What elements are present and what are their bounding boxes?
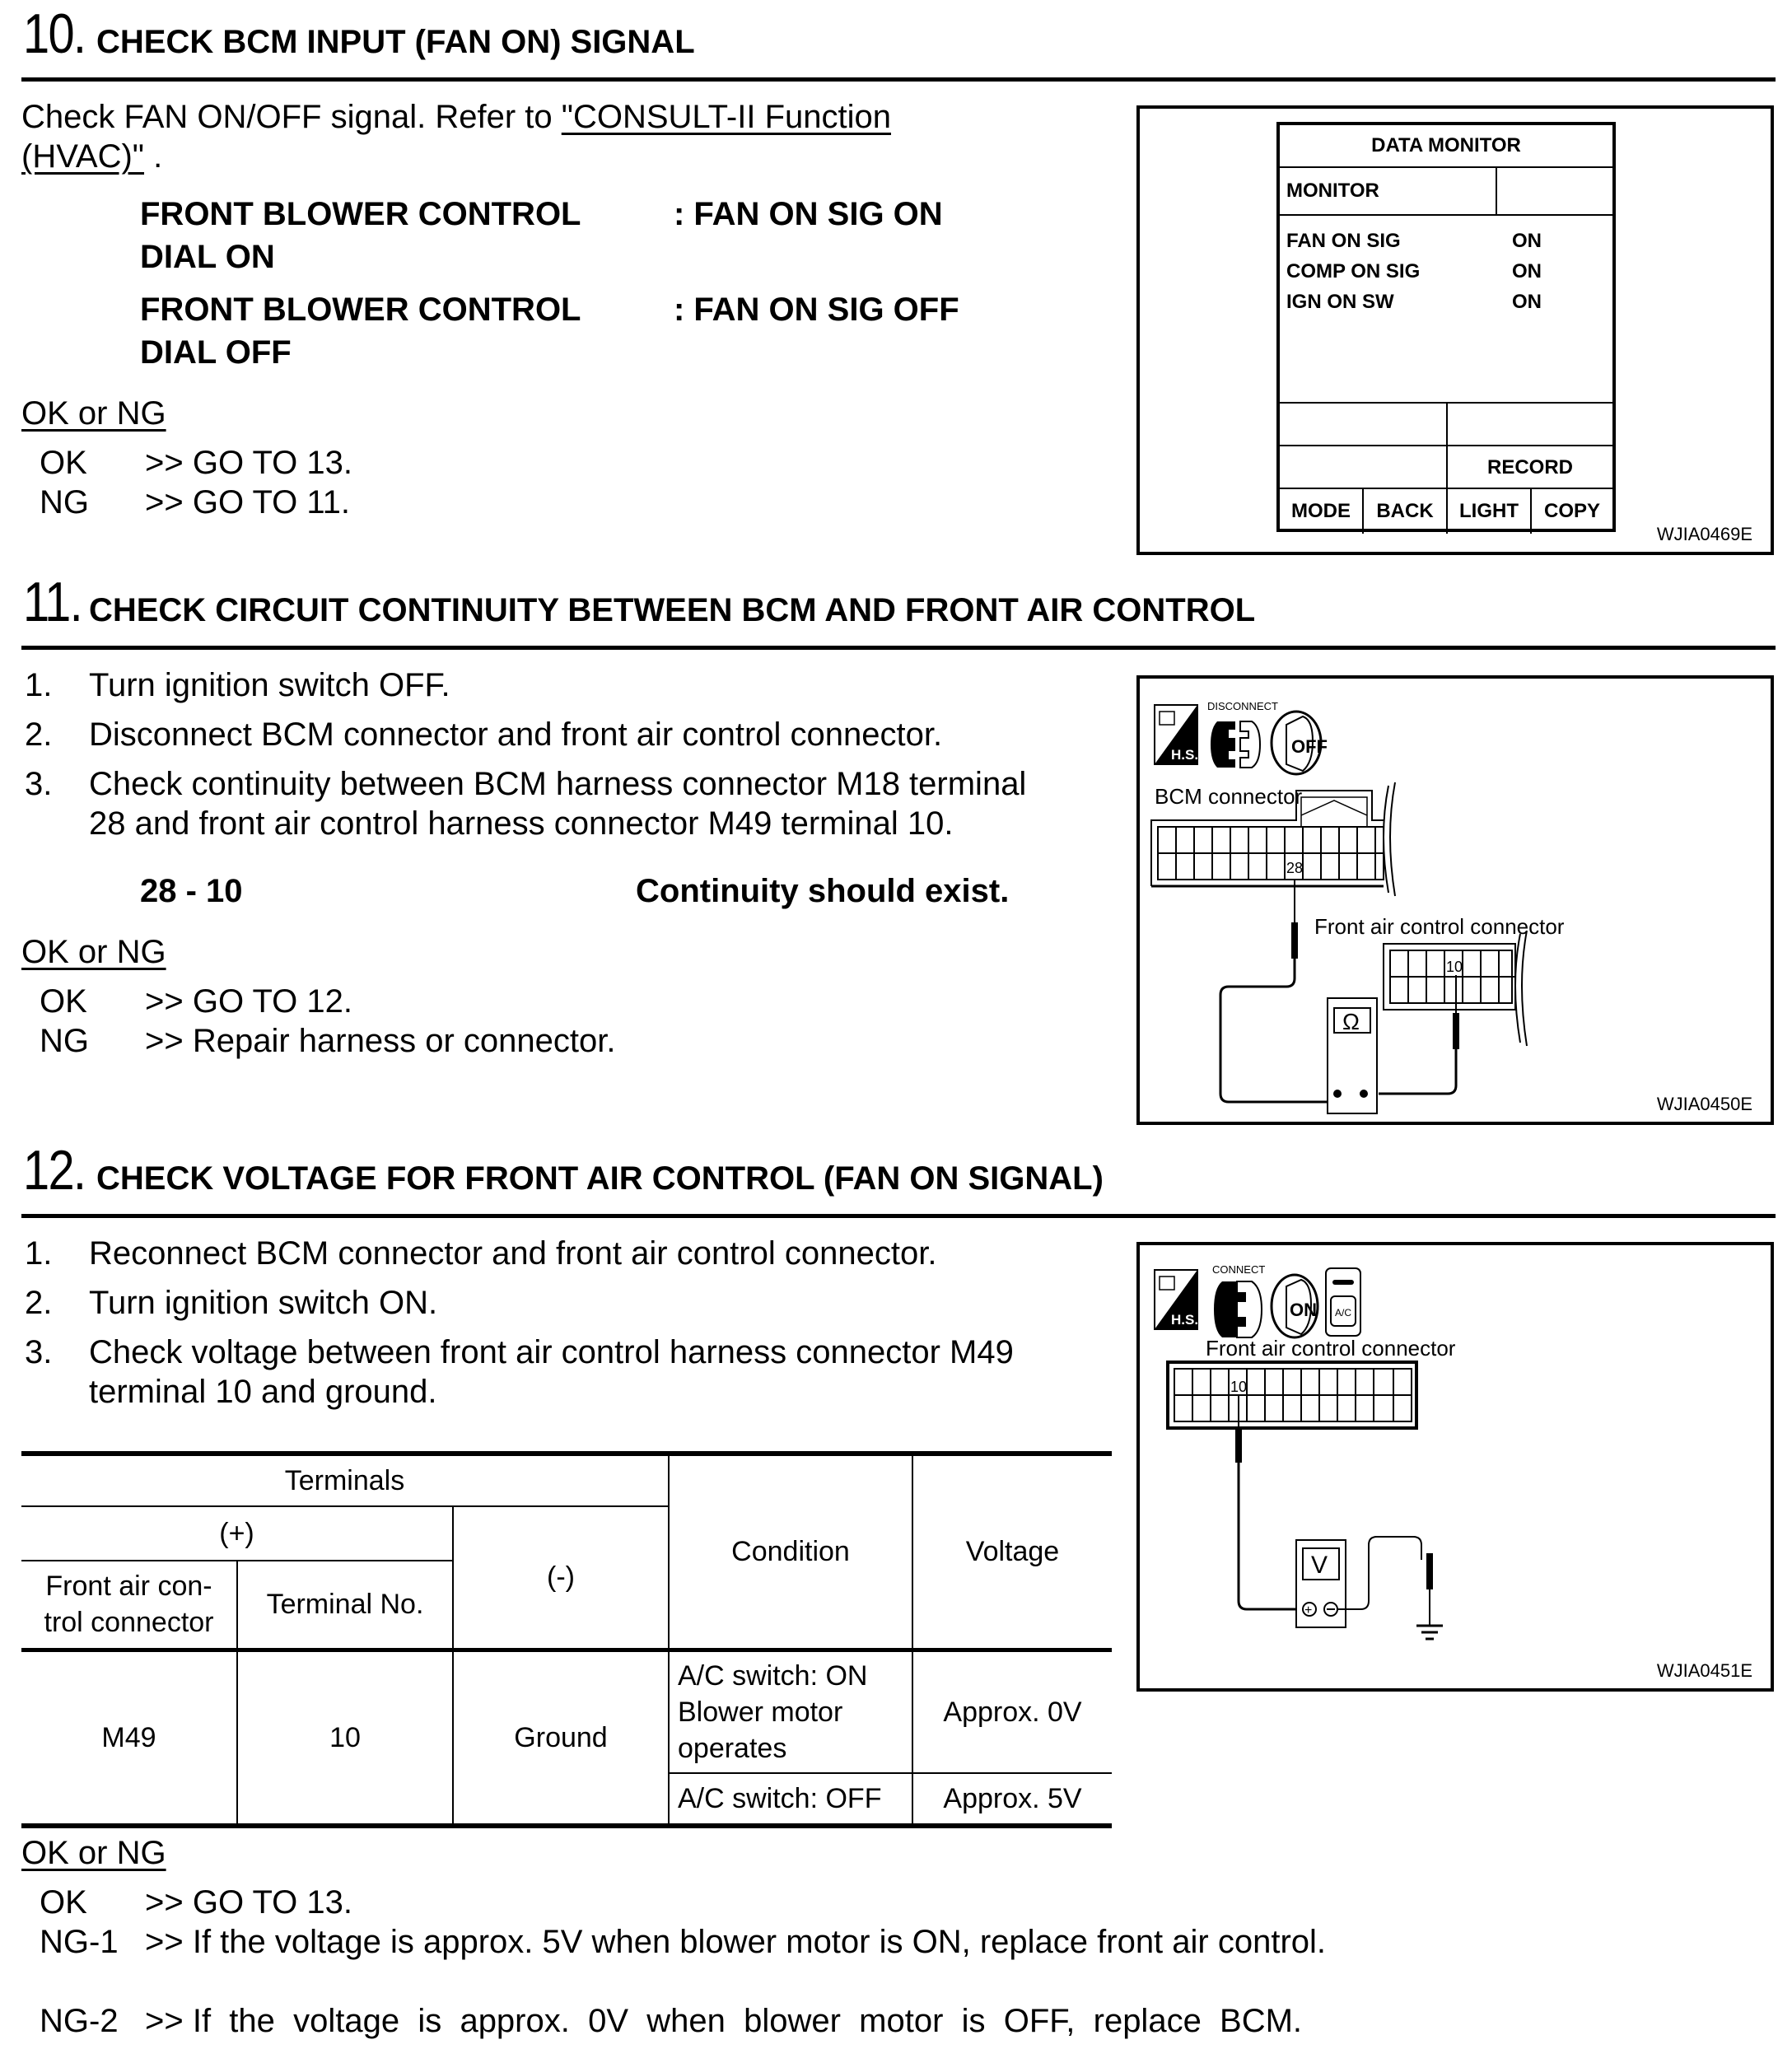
svg-text:OFF: OFF (1291, 736, 1328, 757)
data-monitor-figure (1136, 105, 1774, 555)
step10-title: CHECK BCM INPUT (FAN ON) SIGNAL (96, 24, 695, 60)
spec-terminals: 28 - 10 (140, 873, 243, 909)
figure-code: WJIA0450E (1656, 1094, 1752, 1114)
ohmmeter-icon (1328, 998, 1377, 1113)
step10-intro-suffix: . (144, 138, 163, 175)
monitor-items (1280, 216, 1612, 404)
step11-instructions (21, 665, 1125, 843)
monitor-item (1286, 226, 1612, 256)
disconnect-icon (1211, 721, 1260, 768)
result-ok (21, 443, 352, 483)
ac-switch-icon (1326, 1268, 1360, 1336)
monitor-header-row (1280, 168, 1612, 216)
link-line2: (HVAC)" (21, 138, 145, 175)
step12-okng-heading: OK or NG (21, 1835, 166, 1871)
instruction-text: Turn ignition switch OFF. (89, 667, 450, 703)
instruction-text: Reconnect BCM connector and front air control connector. (89, 1235, 937, 1272)
step12-header (23, 1138, 1104, 1202)
step10-condition-2 (140, 288, 959, 374)
instruction-item (21, 764, 1125, 843)
instruction-text: Check continuity between BCM harness connector M18 terminal (89, 766, 1027, 802)
step10-results (21, 443, 352, 522)
svg-text:H.S.: H.S. (1171, 1312, 1199, 1328)
monitor-record-row (1280, 446, 1612, 489)
step11-header (23, 570, 1255, 634)
instruction-text: Disconnect BCM connector and front air control connector. (89, 716, 943, 753)
instruction-text-line2: 28 and front air control harness connector M49 terminal 10. (89, 805, 954, 842)
cell-voltage-2: Approx. 5V (912, 1773, 1112, 1826)
svg-text:ON: ON (1290, 1300, 1317, 1320)
copy-button[interactable]: COPY (1543, 500, 1600, 522)
instruction-number: 3. (25, 766, 53, 802)
step11-rule (21, 646, 1776, 650)
condition-line: operates (678, 1732, 787, 1764)
connect-icon (1214, 1281, 1262, 1337)
continuity-figure (1136, 675, 1774, 1125)
ignition-on-icon (1272, 1275, 1318, 1337)
svg-text:+: + (1304, 1603, 1313, 1617)
instruction-number: 2. (25, 716, 53, 753)
instruction-item (21, 1234, 1133, 1273)
monitor-item-value: ON (1512, 260, 1542, 282)
result-ok (21, 982, 615, 1021)
data-monitor-screen (1276, 122, 1616, 532)
step12-instructions (21, 1234, 1133, 1412)
cell-minus: Ground (453, 1650, 669, 1826)
cell-terminal: 10 (237, 1650, 453, 1826)
bcm-terminal-28: 28 (1286, 860, 1304, 876)
monitor-item-name: IGN ON SW (1286, 291, 1394, 313)
header-voltage: Voltage (912, 1454, 1112, 1650)
instruction-item (21, 665, 1125, 705)
condition-label-line2: DIAL OFF (140, 334, 292, 371)
step10-number: 10. (23, 2, 86, 65)
monitor-blank-row (1280, 404, 1612, 446)
disconnect-label: DISCONNECT (1207, 700, 1278, 712)
header-minus: (-) (453, 1506, 669, 1650)
condition-line: A/C switch: ON (678, 1659, 868, 1692)
header-terminals: Terminals (21, 1454, 669, 1506)
fac-connector (1168, 1362, 1416, 1428)
figure-code: WJIA0451E (1656, 1660, 1752, 1681)
instruction-number: 1. (25, 1235, 53, 1272)
result-action: >> GO TO 11. (145, 484, 351, 520)
result-ng (21, 1021, 615, 1061)
result-key: OK (40, 445, 87, 481)
continuity-diagram (1140, 679, 1771, 1122)
light-button[interactable]: LIGHT (1448, 489, 1532, 534)
condition-value: : FAN ON SIG ON (674, 196, 943, 232)
header-connector-line1: Front air con- (45, 1571, 212, 1603)
svg-text:H.S.: H.S. (1171, 747, 1199, 763)
cell-voltage-1: Approx. 0V (912, 1650, 1112, 1773)
svg-text:A/C: A/C (1335, 1307, 1352, 1319)
step10-condition-1 (140, 193, 943, 278)
instruction-text: Turn ignition switch ON. (89, 1285, 438, 1321)
spec-result: Continuity should exist. (636, 873, 1010, 909)
step10-intro (21, 97, 1125, 176)
monitor-item (1286, 287, 1612, 317)
header-plus: (+) (21, 1506, 453, 1561)
instruction-text-line2: terminal 10 and ground. (89, 1374, 437, 1410)
step12-number: 12. (23, 1139, 86, 1202)
header-condition: Condition (669, 1454, 912, 1650)
svg-text:V: V (1311, 1552, 1328, 1579)
result-ng-2 (21, 2001, 1668, 2041)
monitor-label: MONITOR (1280, 168, 1497, 214)
instruction-item (21, 715, 1125, 754)
instruction-number: 1. (25, 667, 53, 703)
monitor-button-row (1280, 489, 1612, 534)
header-terminal-no: Terminal No. (237, 1561, 453, 1650)
condition-label-line2: DIAL ON (140, 239, 275, 275)
cell-condition-2: A/C switch: OFF (669, 1773, 912, 1826)
result-ok (21, 1883, 1668, 1922)
instruction-number: 2. (25, 1285, 53, 1321)
mode-button[interactable]: MODE (1280, 489, 1364, 534)
monitor-item-value: ON (1512, 230, 1542, 252)
ignition-off-icon (1272, 712, 1328, 774)
monitor-item (1286, 256, 1612, 287)
fac-terminal-10: 10 (1446, 959, 1463, 975)
harness-side-icon (1155, 1270, 1198, 1329)
fac-terminal-10: 10 (1230, 1379, 1248, 1395)
data-monitor-title: DATA MONITOR (1280, 125, 1612, 168)
result-ng-1 (21, 1922, 1668, 1962)
result-key: NG-2 (40, 2003, 119, 2039)
step11-number: 11. (23, 571, 82, 633)
bcm-connector-label: BCM connector (1155, 784, 1303, 809)
harness-side-icon (1155, 705, 1198, 764)
condition-label: FRONT BLOWER CONTROL (140, 292, 581, 328)
cell-condition-1 (669, 1650, 912, 1773)
result-key: OK (40, 1884, 87, 1921)
step10-okng-heading: OK or NG (21, 395, 166, 432)
step10-intro-prefix: Check FAN ON/OFF signal. Refer to (21, 99, 562, 135)
result-ng (21, 483, 352, 522)
header-connector (21, 1561, 237, 1650)
condition-value: : FAN ON SIG OFF (674, 292, 959, 328)
header-connector-line2: trol connector (44, 1607, 214, 1639)
voltage-diagram (1140, 1245, 1771, 1688)
voltage-spec-table (21, 1451, 1112, 1828)
cell-connector: M49 (21, 1650, 237, 1826)
fac-connector-label: Front air control connector (1206, 1336, 1456, 1361)
result-key: NG (40, 1023, 89, 1059)
voltage-figure (1136, 1242, 1774, 1692)
step12-results (21, 1883, 1668, 2041)
result-action: >> GO TO 13. (145, 1884, 352, 1921)
step11-okng-heading: OK or NG (21, 934, 166, 970)
step12-rule (21, 1214, 1776, 1218)
step10-rule (21, 77, 1776, 82)
step11-spec (140, 870, 1009, 912)
voltmeter-icon (1296, 1540, 1346, 1627)
step11-title: CHECK CIRCUIT CONTINUITY BETWEEN BCM AND FRONT AIR CONTROL (88, 592, 1256, 628)
monitor-item-name: COMP ON SIG (1286, 260, 1421, 282)
result-key: OK (40, 983, 87, 1020)
ground-symbol (1416, 1626, 1443, 1639)
result-action: >> Repair harness or connector. (145, 1023, 616, 1059)
condition-label: FRONT BLOWER CONTROL (140, 196, 581, 232)
result-key: NG (40, 484, 89, 520)
monitor-item-name: FAN ON SIG (1286, 230, 1401, 252)
result-action: >> GO TO 13. (145, 445, 352, 481)
instruction-item (21, 1333, 1133, 1412)
link-line1: "CONSULT-II Function (561, 99, 891, 135)
step11-results (21, 982, 615, 1061)
result-action: >> If the voltage is approx. 0V when blower motor is OFF, replace BCM. (145, 2003, 1303, 2039)
instruction-number: 3. (25, 1334, 53, 1370)
result-action: >> GO TO 12. (145, 983, 352, 1020)
connect-label: CONNECT (1212, 1263, 1266, 1276)
result-action: >> If the voltage is approx. 5V when blower motor is ON, replace front air control. (145, 1924, 1327, 1960)
step10-header (23, 2, 695, 66)
instruction-item (21, 1283, 1133, 1323)
fac-connector-label: Front air control connector (1314, 914, 1565, 939)
figure-code: WJIA0469E (1656, 524, 1752, 544)
record-button[interactable]: RECORD (1486, 456, 1573, 478)
back-button[interactable]: BACK (1364, 489, 1448, 534)
monitor-item-value: ON (1512, 291, 1542, 313)
result-key: NG-1 (40, 1924, 119, 1960)
instruction-text: Check voltage between front air control harness connector M49 (89, 1334, 1014, 1370)
svg-text:Ω: Ω (1342, 1009, 1360, 1034)
step12-title: CHECK VOLTAGE FOR FRONT AIR CONTROL (FAN ON SIGNAL) (96, 1160, 1104, 1197)
condition-line: Blower motor (678, 1696, 843, 1728)
